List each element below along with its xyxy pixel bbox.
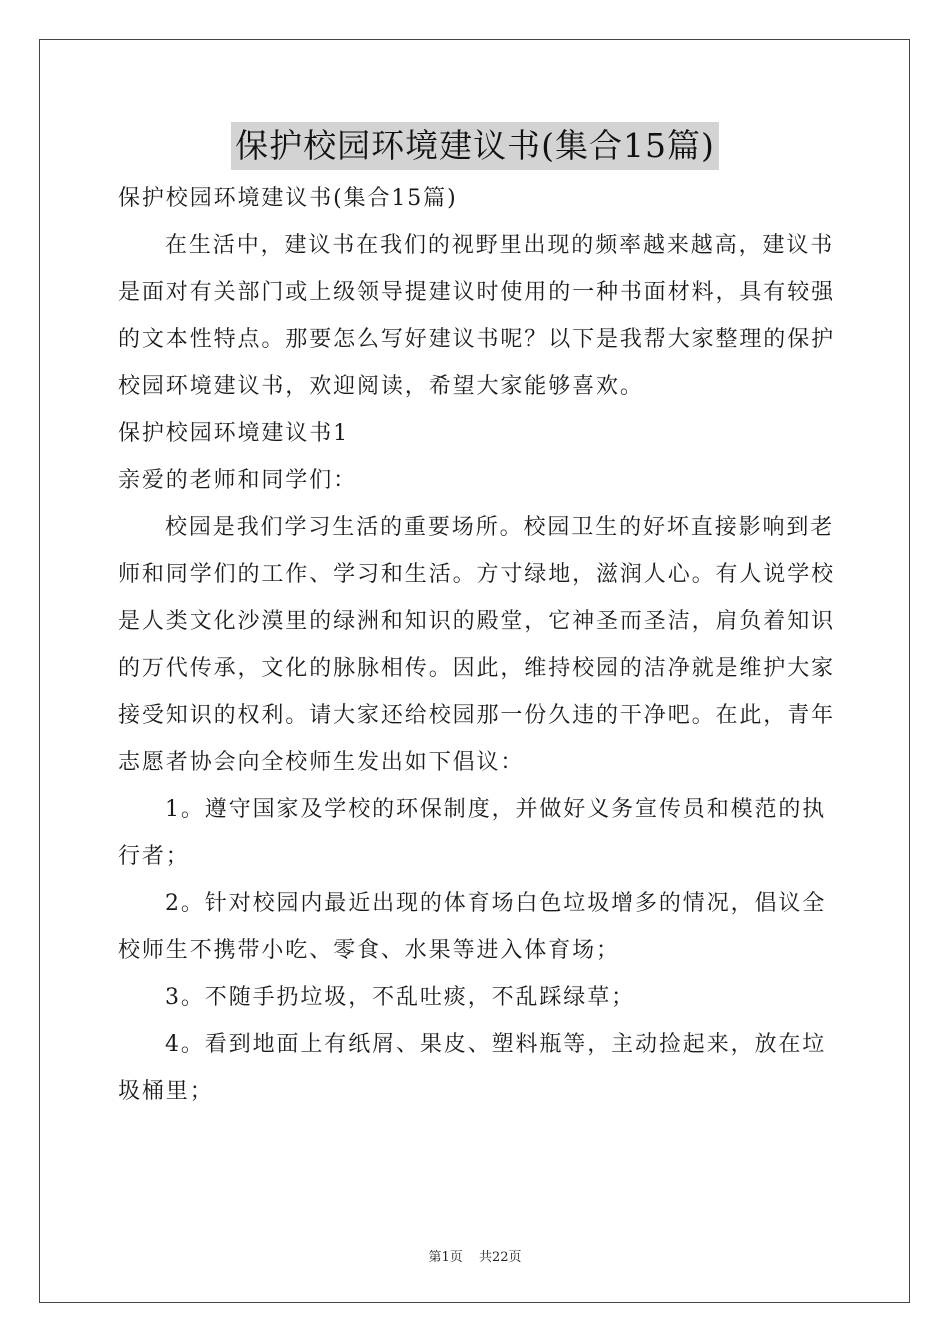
text-line: 的文本性特点。那要怎么写好建议书呢？以下是我帮大家整理的保护 [118,327,836,352]
text-line: 4。看到地面上有纸屑、果皮、塑料瓶等，主动捡起来，放在垃 [165,1032,827,1057]
page-total: 共22页 [478,1250,522,1265]
text-line: 亲爱的老师和同学们： [118,468,358,493]
text-line: 1。遵守国家及学校的环保制度，并做好义务宣传员和模范的执 [165,797,827,822]
text-line: 3。不随手扔垃圾，不乱吐痰，不乱踩绿草； [165,985,635,1010]
document-title: 保护校园环境建议书(集合15篇) [231,122,719,170]
text-line: 是面对有关部门或上级领导提建议时使用的一种书面材料，具有较强 [118,280,836,305]
text-line: 圾桶里； [118,1079,214,1104]
text-line: 保护校园环境建议书(集合15篇) [118,186,458,211]
text-line: 在生活中，建议书在我们的视野里出现的频率越来越高，建议书 [165,233,835,258]
text-line: 接受知识的权利。请大家还给校园那一份久违的干净吧。在此，青年 [118,703,836,728]
text-line: 行者； [118,844,190,869]
page-number: 第1页 [428,1250,463,1265]
text-line: 校师生不携带小吃、零食、水果等进入体育场； [118,938,620,963]
page-footer [0,1246,950,1265]
text-line: 师和同学们的工作、学习和生活。方寸绿地，滋润人心。有人说学校 [118,562,836,587]
text-line: 的万代传承，文化的脉脉相传。因此，维持校园的洁净就是维护大家 [118,656,836,681]
text-line: 2。针对校园内最近出现的体育场白色垃圾增多的情况，倡议全 [165,891,827,916]
text-line: 校园环境建议书，欢迎阅读，希望大家能够喜欢。 [118,374,644,399]
text-line: 志愿者协会向全校师生发出如下倡议： [118,750,525,775]
title-container [0,122,950,170]
text-line: 校园是我们学习生活的重要场所。校园卫生的好坏直接影响到老 [165,515,835,540]
text-line: 保护校园环境建议书1 [118,421,349,446]
text-line: 是人类文化沙漠里的绿洲和知识的殿堂，它神圣而圣洁，肩负着知识 [118,609,836,634]
document-body [118,175,836,1115]
